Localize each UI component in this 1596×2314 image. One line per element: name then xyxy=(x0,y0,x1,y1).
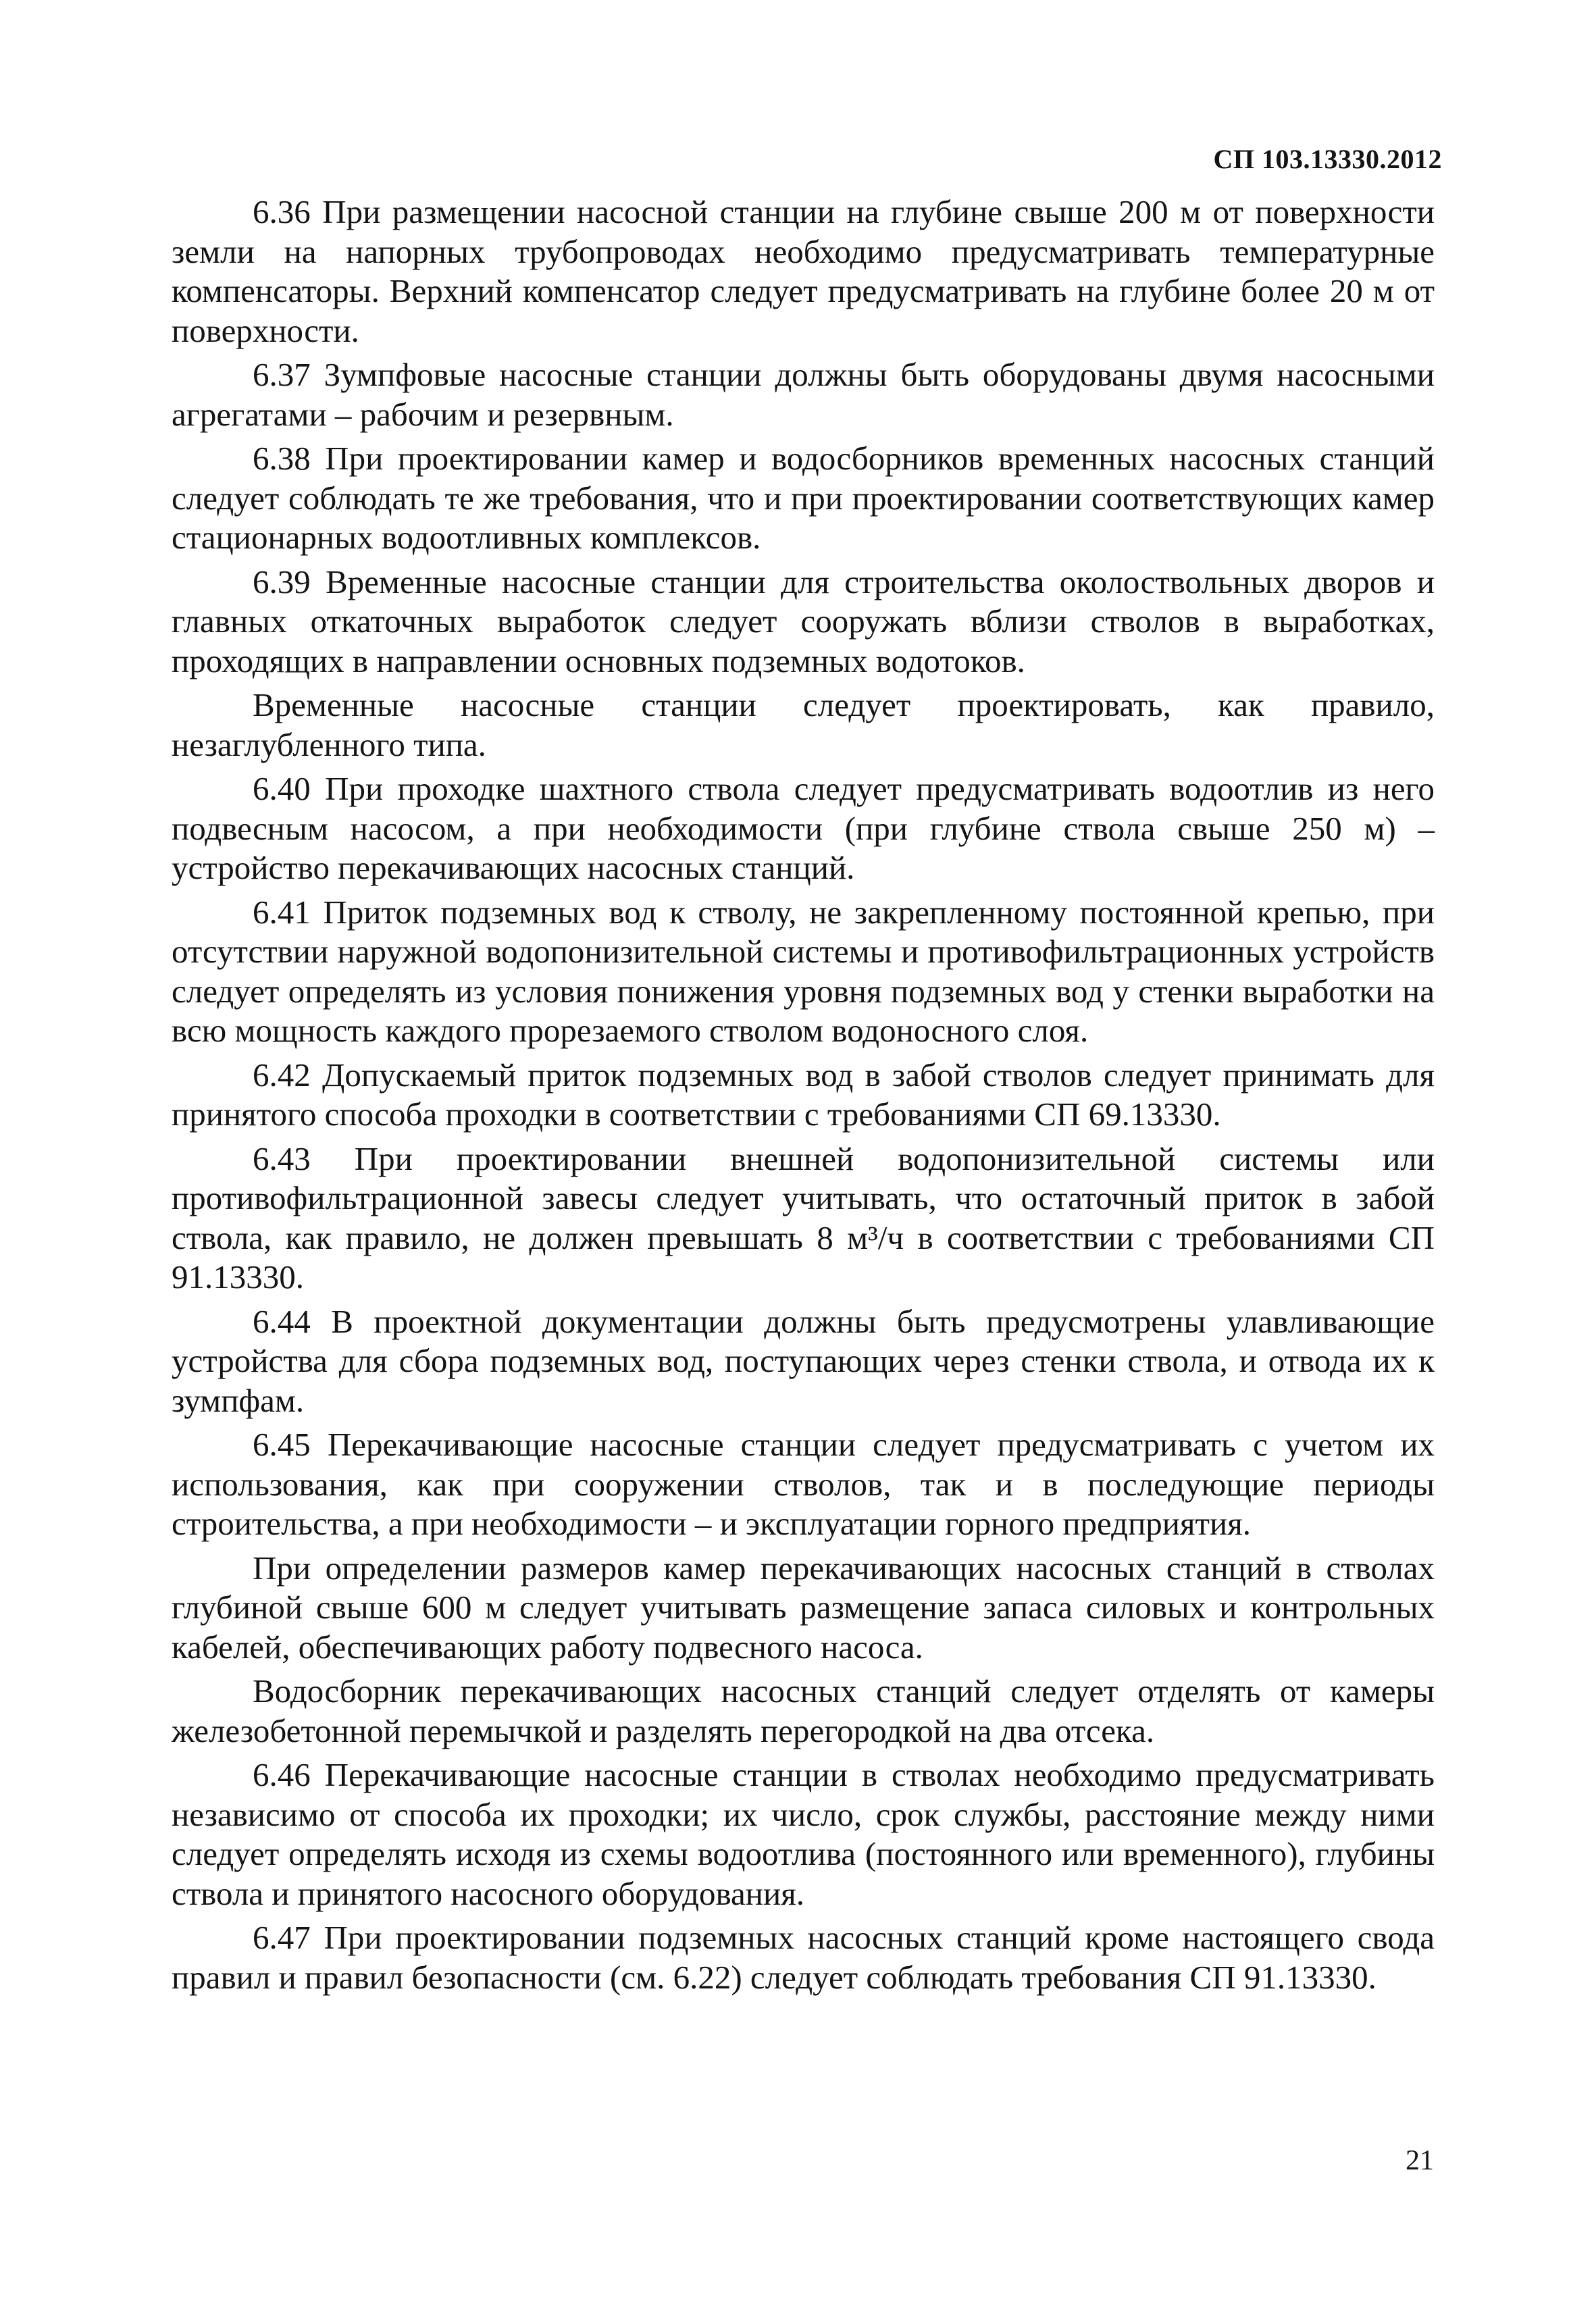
paragraph-6-46: 6.46 Перекачивающие насосные станции в стволах необходимо предусматривать независимо от способа их проходки; их число, срок службы, расстояние между ними следует определять исходя из схемы водоотлива (постоянного или временного), глубины ствола и принятого насосного оборудования. xyxy=(172,1756,1435,1912)
paragraph-6-45: 6.45 Перекачивающие насосные станции следует предусматривать с учетом их использования, как при сооружении стволов, так и в последующие периоды строительства, а при необходимости – и эксплуатации горного предприятия. xyxy=(172,1426,1435,1542)
paragraph-6-39-continued: Временные насосные станции следует проектировать, как правило, незаглубленного типа. xyxy=(172,686,1435,763)
paragraph-6-37: 6.37 Зумпфовые насосные станции должны быть оборудованы двумя насосными агрегатами – рабочим и резервным. xyxy=(172,356,1435,433)
paragraph-6-39: 6.39 Временные насосные станции для строительства околоствольных дворов и главных откаточных выработок следует сооружать вблизи стволов в выработках, проходящих в направлении основных подземных водотоков. xyxy=(172,563,1435,679)
paragraph-6-47: 6.47 При проектировании подземных насосных станций кроме настоящего свода правил и правил безопасности (см. 6.22) следует соблюдать требования СП 91.13330. xyxy=(172,1919,1435,1996)
paragraph-6-41: 6.41 Приток подземных вод к стволу, не закрепленному постоянной крепью, при отсутствии наружной водопонизительной системы и противофильтрационных устройств следует определять из условия понижения уровня подземных вод у стенки выработки на всю мощность каждого прорезаемого стволом водоносного слоя. xyxy=(172,893,1435,1049)
document-code-header: СП 103.13330.2012 xyxy=(1213,144,1442,174)
paragraph-6-38: 6.38 При проектировании камер и водосборников временных насосных станций следует соблюдать те же требования, что и при проектировании соответствующих камер стационарных водоотливных комплексов. xyxy=(172,440,1435,556)
paragraph-6-45-continued-1: При определении размеров камер перекачивающих насосных станций в стволах глубиной свыше 600 м следует учитывать размещение запаса силовых и контрольных кабелей, обеспечивающих работу подвесного насоса. xyxy=(172,1549,1435,1666)
paragraph-6-45-continued-2: Водосборник перекачивающих насосных станций следует отделять от камеры железобетонной перемычкой и разделять перегородкой на два отсека. xyxy=(172,1672,1435,1749)
document-body xyxy=(172,192,1435,1997)
paragraph-6-40: 6.40 При проходке шахтного ствола следует предусматривать водоотлив из него подвесным насосом, а при необходимости (при глубине ствола свыше 250 м) – устройство перекачивающих насосных станций. xyxy=(172,770,1435,886)
paragraph-6-36: 6.36 При размещении насосной станции на глубине свыше 200 м от поверхности земли на напорных трубопроводах необходимо предусматривать температурные компенсаторы. Верхний компенсатор следует предусматривать на глубине более 20 м от поверхности. xyxy=(172,193,1435,349)
page-number: 21 xyxy=(1406,2145,1434,2176)
paragraph-6-43: 6.43 При проектировании внешней водопонизительной системы или противофильтрационной завесы следует учитывать, что остаточный приток в забой ствола, как правило, не должен превышать 8 м³/ч в соответствии с требованиями СП 91.13330. xyxy=(172,1139,1435,1295)
paragraph-6-42: 6.42 Допускаемый приток подземных вод в забой стволов следует принимать для принятого способа проходки в соответствии с требованиями СП 69.13330. xyxy=(172,1056,1435,1133)
paragraph-6-44: 6.44 В проектной документации должны быть предусмотрены улавливающие устройства для сбора подземных вод, поступающих через стенки ствола, и отвода их к зумпфам. xyxy=(172,1302,1435,1419)
